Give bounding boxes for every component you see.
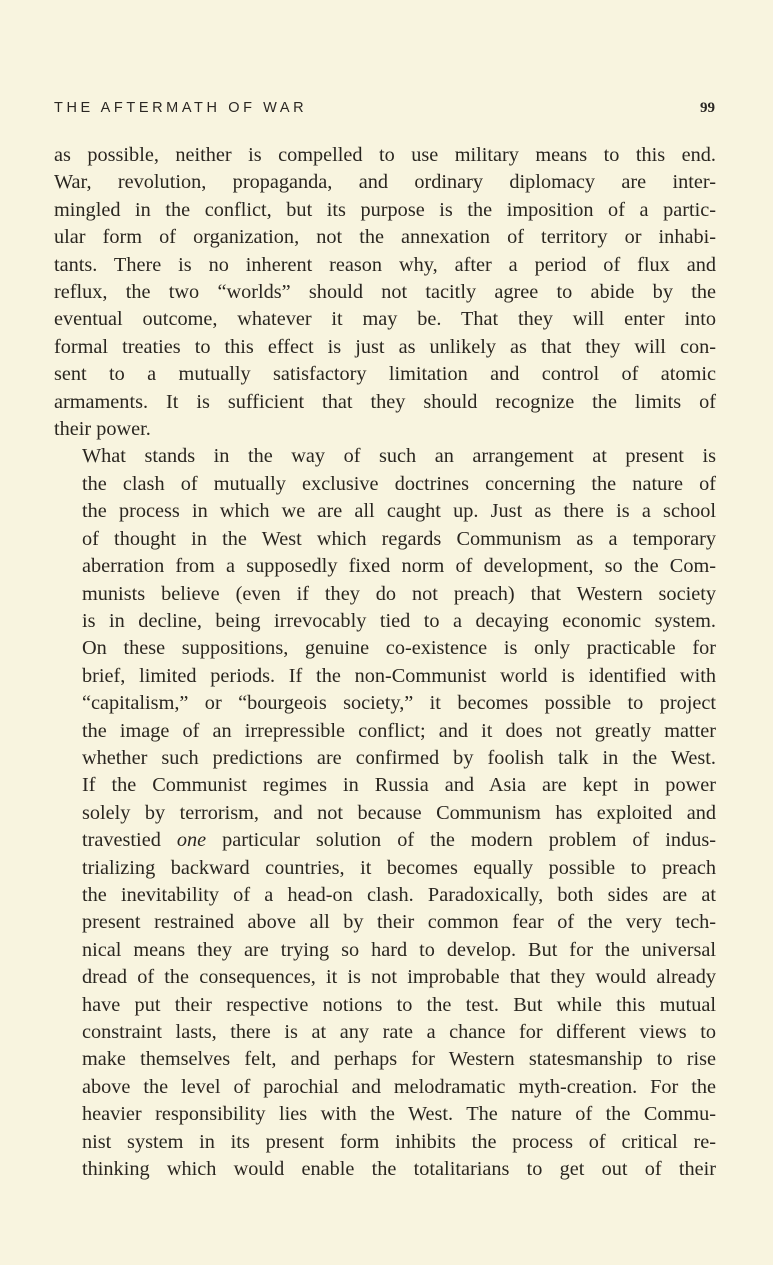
text-fragment: travestied xyxy=(82,829,161,852)
text-fragment: particular solution of the modern problem of indus- xyxy=(222,829,716,852)
text-line: tants. There is no inherent reason why, after a period of flux and xyxy=(54,253,716,276)
text-line: If the Communist regimes in Russia and Asia are kept in power xyxy=(82,774,716,797)
text-line: mingled in the conflict, but its purpose is the imposition of a partic- xyxy=(54,198,716,221)
text-line: their power. xyxy=(54,418,151,441)
text-line: ular form of organization, not the annexation of territory or inhabi- xyxy=(54,226,716,249)
text-line: reflux, the two “worlds” should not tacitly agree to abide by the xyxy=(54,281,716,304)
text-line: On these suppositions, genuine co-existence is only practicable for xyxy=(82,637,716,660)
text-line: present restrained above all by their common fear of the very tech- xyxy=(82,911,716,934)
text-line: nical means they are trying so hard to develop. But for the universal xyxy=(82,938,716,961)
text-line: is in decline, being irrevocably tied to a decaying economic system. xyxy=(82,609,716,632)
text-line: as possible, neither is compelled to use military means to this end. xyxy=(54,144,716,166)
text-line: heavier responsibility lies with the West. The nature of the Commu- xyxy=(82,1103,716,1126)
running-head xyxy=(54,100,715,117)
text-line: War, revolution, propaganda, and ordinary diplomacy are inter- xyxy=(54,171,716,194)
text-line: the process in which we are all caught up. Just as there is a school xyxy=(82,500,716,523)
text-line: trializing backward countries, it becomes equally possible to preach xyxy=(82,856,716,879)
body-text xyxy=(54,142,716,1183)
text-line: brief, limited periods. If the non-Communist world is identified with xyxy=(82,664,716,687)
text-line: constraint lasts, there is at any rate a chance for different views to xyxy=(82,1021,716,1043)
italic-word: one xyxy=(176,829,207,852)
text-line: whether such predictions are confirmed by foolish talk in the West. xyxy=(82,746,716,769)
text-line: “capitalism,” or “bourgeois society,” it becomes possible to project xyxy=(82,692,716,715)
text-line: munists believe (even if they do not preach) that Western society xyxy=(82,582,716,605)
text-line: eventual outcome, whatever it may be. That they will enter into xyxy=(54,308,716,331)
text-line: above the level of parochial and melodramatic myth-creation. For the xyxy=(82,1075,716,1098)
text-line: of thought in the West which regards Communism as a temporary xyxy=(82,527,716,550)
text-line: nist system in its present form inhibits the process of critical re- xyxy=(82,1130,716,1153)
text-line: make themselves felt, and perhaps for Western statesmanship to rise xyxy=(82,1048,716,1071)
text-line: dread of the consequences, it is not improbable that they would already xyxy=(82,966,716,989)
paragraph-1 xyxy=(54,142,716,443)
text-line-with-italic xyxy=(54,827,716,854)
text-line: formal treaties to this effect is just as unlikely as that they will con- xyxy=(54,335,716,358)
text-line: the clash of mutually exclusive doctrines concerning the nature of xyxy=(82,472,716,495)
paragraph-2 xyxy=(54,443,716,1183)
text-line: the inevitability of a head-on clash. Paradoxically, both sides are at xyxy=(82,883,716,906)
text-line: sent to a mutually satisfactory limitation and control of atomic xyxy=(54,363,716,386)
text-line: What stands in the way of such an arrangement at present is xyxy=(82,445,716,468)
running-title: THE AFTERMATH OF WAR xyxy=(54,100,308,116)
text-line: thinking which would enable the totalitarians to get out of their xyxy=(82,1158,716,1181)
text-line: have put their respective notions to the test. But while this mutual xyxy=(82,993,716,1016)
text-line: the image of an irrepressible conflict; and it does not greatly matter xyxy=(82,719,716,742)
text-line: aberration from a supposedly fixed norm of development, so the Com- xyxy=(82,555,716,578)
text-line: solely by terrorism, and not because Communism has exploited and xyxy=(82,801,716,824)
text-line: armaments. It is sufficient that they should recognize the limits of xyxy=(54,390,716,413)
page-number: 99 xyxy=(700,100,715,116)
